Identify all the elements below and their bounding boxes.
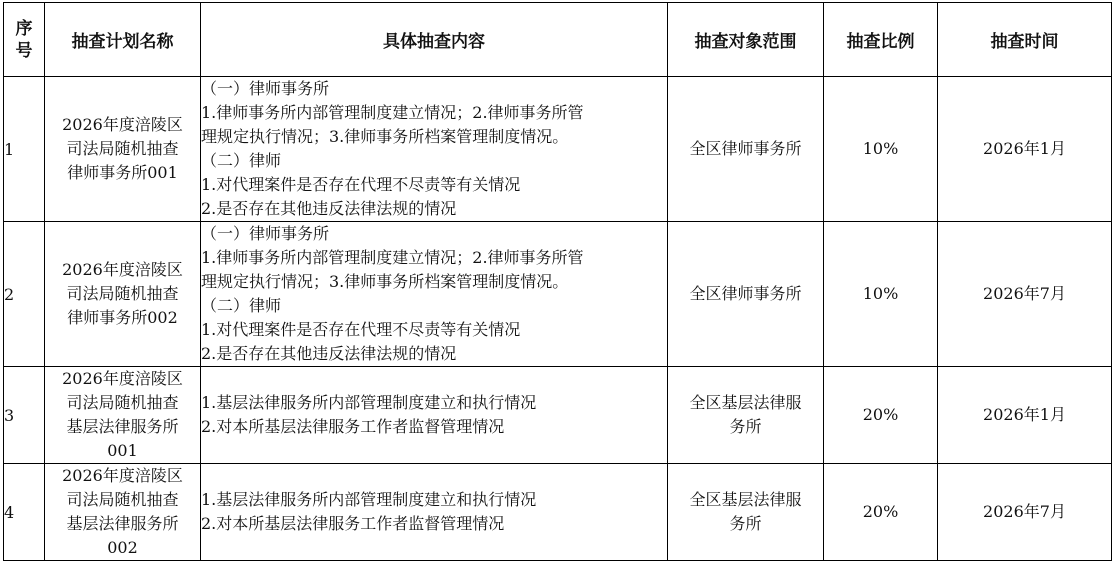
content-line: 2.对本所基层法律服务工作者监督管理情况	[201, 514, 505, 533]
content-line: 1.对代理案件是否存在代理不尽责等有关情况	[201, 175, 521, 194]
content-line: 2.对本所基层法律服务工作者监督管理情况	[201, 417, 505, 436]
seq-cell: 1	[4, 77, 45, 222]
plan-name-line: 司法局随机抽查	[66, 393, 179, 412]
scope-line: 全区律师事务所	[689, 284, 802, 303]
table-row	[4, 464, 1112, 561]
header-plan-name: 抽查计划名称	[45, 3, 201, 77]
plan-name-line: 001	[107, 441, 138, 460]
plan-name-line: 律师事务所002	[67, 308, 178, 327]
seq-cell: 3	[4, 367, 45, 464]
header-row	[4, 3, 1112, 77]
scope-cell	[668, 222, 824, 367]
time-cell: 2026年1月	[938, 77, 1112, 222]
content-cell	[201, 77, 668, 222]
plan-name-line: 司法局随机抽查	[66, 284, 179, 303]
plan-name-cell	[45, 464, 201, 561]
inspection-plan-table	[3, 2, 1112, 561]
content-line: 2.是否存在其他违反法律法规的情况	[201, 199, 457, 218]
scope-line: 全区基层法律服	[689, 490, 802, 509]
table-row	[4, 367, 1112, 464]
plan-name-cell	[45, 367, 201, 464]
plan-name-line: 律师事务所001	[67, 163, 178, 182]
scope-cell	[668, 77, 824, 222]
table-row	[4, 222, 1112, 367]
scope-cell	[668, 367, 824, 464]
plan-name-cell	[45, 222, 201, 367]
ratio-cell: 10%	[824, 77, 938, 222]
plan-name-line: 2026年度涪陵区	[62, 369, 183, 388]
content-cell	[201, 222, 668, 367]
content-line: （一）律师事务所	[201, 79, 330, 98]
content-line: 理规定执行情况；3.律师事务所档案管理制度情况。	[201, 127, 569, 146]
plan-name-line: 2026年度涪陵区	[62, 466, 183, 485]
seq-cell: 4	[4, 464, 45, 561]
header-scope: 抽查对象范围	[668, 3, 824, 77]
content-cell	[201, 464, 668, 561]
plan-name-line: 2026年度涪陵区	[62, 260, 183, 279]
content-line: 1.律师事务所内部管理制度建立情况；2.律师事务所管	[201, 248, 584, 267]
header-seq: 序号	[4, 3, 45, 77]
scope-cell	[668, 464, 824, 561]
content-cell	[201, 367, 668, 464]
plan-name-cell	[45, 77, 201, 222]
ratio-cell: 20%	[824, 464, 938, 561]
ratio-cell: 20%	[824, 367, 938, 464]
scope-line: 务所	[729, 417, 762, 436]
plan-name-line: 基层法律服务所	[66, 417, 179, 436]
scope-line: 全区基层法律服	[689, 393, 802, 412]
time-cell: 2026年1月	[938, 367, 1112, 464]
content-line: 1.对代理案件是否存在代理不尽责等有关情况	[201, 320, 521, 339]
plan-name-line: 002	[107, 538, 138, 557]
plan-name-line: 基层法律服务所	[66, 514, 179, 533]
plan-name-line: 2026年度涪陵区	[62, 115, 183, 134]
content-line: （二）律师	[201, 151, 282, 170]
header-content: 具体抽查内容	[201, 3, 668, 77]
content-line: 1.基层法律服务所内部管理制度建立和执行情况	[201, 490, 537, 509]
content-line: 1.基层法律服务所内部管理制度建立和执行情况	[201, 393, 537, 412]
plan-name-line: 司法局随机抽查	[66, 490, 179, 509]
header-ratio: 抽查比例	[824, 3, 938, 77]
ratio-cell: 10%	[824, 222, 938, 367]
scope-line: 全区律师事务所	[689, 139, 802, 158]
content-line: （一）律师事务所	[201, 224, 330, 243]
plan-name-line: 司法局随机抽查	[66, 139, 179, 158]
content-line: 1.律师事务所内部管理制度建立情况；2.律师事务所管	[201, 103, 584, 122]
time-cell: 2026年7月	[938, 222, 1112, 367]
scope-line: 务所	[729, 514, 762, 533]
content-line: 理规定执行情况；3.律师事务所档案管理制度情况。	[201, 272, 569, 291]
content-line: （二）律师	[201, 296, 282, 315]
seq-cell: 2	[4, 222, 45, 367]
time-cell: 2026年7月	[938, 464, 1112, 561]
content-line: 2.是否存在其他违反法律法规的情况	[201, 344, 457, 363]
table-row	[4, 77, 1112, 222]
header-time: 抽查时间	[938, 3, 1112, 77]
